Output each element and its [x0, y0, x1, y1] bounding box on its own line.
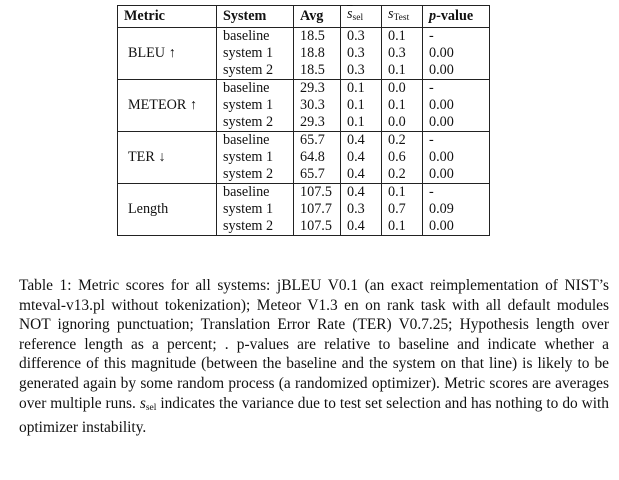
results-table	[117, 5, 490, 236]
p-value-cell: 0.00	[423, 97, 490, 114]
ssel-cell: 0.1	[341, 80, 382, 98]
header-stest-base: s	[388, 6, 394, 22]
stest-cell: 0.2	[382, 132, 423, 150]
avg-cell: 107.5	[294, 184, 341, 202]
p-value-cell: -	[423, 80, 490, 98]
system-cell: baseline	[217, 184, 294, 202]
p-value-cell: 0.00	[423, 114, 490, 132]
stest-cell: 0.0	[382, 114, 423, 132]
metric-cell-bleu: BLEU ↑	[118, 28, 217, 80]
header-metric: Metric	[118, 6, 217, 28]
table-caption	[19, 276, 609, 438]
p-value-cell: 0.00	[423, 149, 490, 166]
caption-paragraph	[19, 276, 609, 438]
p-value-cell: 0.09	[423, 201, 490, 218]
ssel-cell: 0.4	[341, 218, 382, 236]
ssel-cell: 0.1	[341, 114, 382, 132]
ssel-cell: 0.3	[341, 62, 382, 80]
avg-cell: 30.3	[294, 97, 341, 114]
stest-cell: 0.3	[382, 45, 423, 62]
ssel-cell: 0.3	[341, 45, 382, 62]
table-row	[118, 80, 490, 98]
caption-text-part1: Table 1: Metric scores for all systems: jBLEU V0.1 (an exact reimplementation of NIST’s mteval-v13.pl without tokenization); Meteor V1.3 en on rank task with all default modules NOT ignoring punctuation; Translation Error Rate (TER) V0.7.25; Hypothesis length over reference length as a percent; . p-values are relative to baseline and indicate whether a difference of this magnitude (between the baseline and the system on that line) is likely to be generated again by some random process (a randomized optimizer). Metric scores are averages over multiple runs.	[19, 277, 609, 412]
avg-cell: 107.5	[294, 218, 341, 236]
header-system: System	[217, 6, 294, 28]
p-value-cell: -	[423, 132, 490, 150]
system-cell: system 2	[217, 166, 294, 184]
header-ssel	[341, 6, 382, 28]
system-cell: system 1	[217, 45, 294, 62]
stest-cell: 0.1	[382, 97, 423, 114]
caption-ssel-base: s	[139, 394, 146, 412]
system-cell: system 2	[217, 218, 294, 236]
stest-cell: 0.1	[382, 28, 423, 46]
system-cell: system 1	[217, 201, 294, 218]
ssel-cell: 0.3	[341, 201, 382, 218]
stest-cell: 0.6	[382, 149, 423, 166]
system-cell: system 1	[217, 97, 294, 114]
ssel-cell: 0.4	[341, 149, 382, 166]
avg-cell: 65.7	[294, 132, 341, 150]
caption-ssel-sub: sel	[145, 402, 157, 413]
stest-cell: 0.0	[382, 80, 423, 98]
system-cell: baseline	[217, 132, 294, 150]
stest-cell: 0.7	[382, 201, 423, 218]
table-row	[118, 132, 490, 150]
system-cell: baseline	[217, 80, 294, 98]
avg-cell: 18.5	[294, 62, 341, 80]
p-value-cell: -	[423, 184, 490, 202]
p-value-cell: -	[423, 28, 490, 46]
avg-cell: 65.7	[294, 166, 341, 184]
table-row	[118, 28, 490, 46]
table-row	[118, 184, 490, 202]
header-avg: Avg	[294, 6, 341, 28]
p-value-cell: 0.00	[423, 218, 490, 236]
system-cell: system 2	[217, 114, 294, 132]
header-stest	[382, 6, 423, 28]
header-stest-sub: Test	[393, 13, 410, 23]
header-p-base: p	[429, 8, 437, 24]
header-p-value	[423, 6, 490, 28]
header-ssel-sub: sel	[352, 13, 364, 23]
avg-cell: 107.7	[294, 201, 341, 218]
system-cell: system 1	[217, 149, 294, 166]
table-header-row	[118, 6, 490, 28]
stest-cell: 0.2	[382, 166, 423, 184]
avg-cell: 29.3	[294, 114, 341, 132]
p-value-cell: 0.00	[423, 166, 490, 184]
caption-text-part2: indicates the variance due to test set selection and has nothing to do with optimizer instability.	[19, 394, 610, 437]
system-cell: system 2	[217, 62, 294, 80]
p-value-cell: 0.00	[423, 62, 490, 80]
avg-cell: 29.3	[294, 80, 341, 98]
header-ssel-base: $\overline{s}$	[347, 6, 353, 22]
avg-cell: 64.8	[294, 149, 341, 166]
ssel-cell: 0.1	[341, 97, 382, 114]
header-p-suffix: -value	[436, 8, 474, 24]
ssel-cell: 0.4	[341, 132, 382, 150]
results-table-container	[117, 5, 490, 236]
metric-cell-meteor: METEOR ↑	[118, 80, 217, 132]
p-value-cell: 0.00	[423, 45, 490, 62]
metric-cell-ter: TER ↓	[118, 132, 217, 184]
stest-cell: 0.1	[382, 218, 423, 236]
ssel-cell: 0.4	[341, 166, 382, 184]
avg-cell: 18.8	[294, 45, 341, 62]
stest-cell: 0.1	[382, 62, 423, 80]
system-cell: baseline	[217, 28, 294, 46]
avg-cell: 18.5	[294, 28, 341, 46]
ssel-cell: 0.4	[341, 184, 382, 202]
ssel-cell: 0.3	[341, 28, 382, 46]
stest-cell: 0.1	[382, 184, 423, 202]
metric-cell-length: Length	[118, 184, 217, 236]
